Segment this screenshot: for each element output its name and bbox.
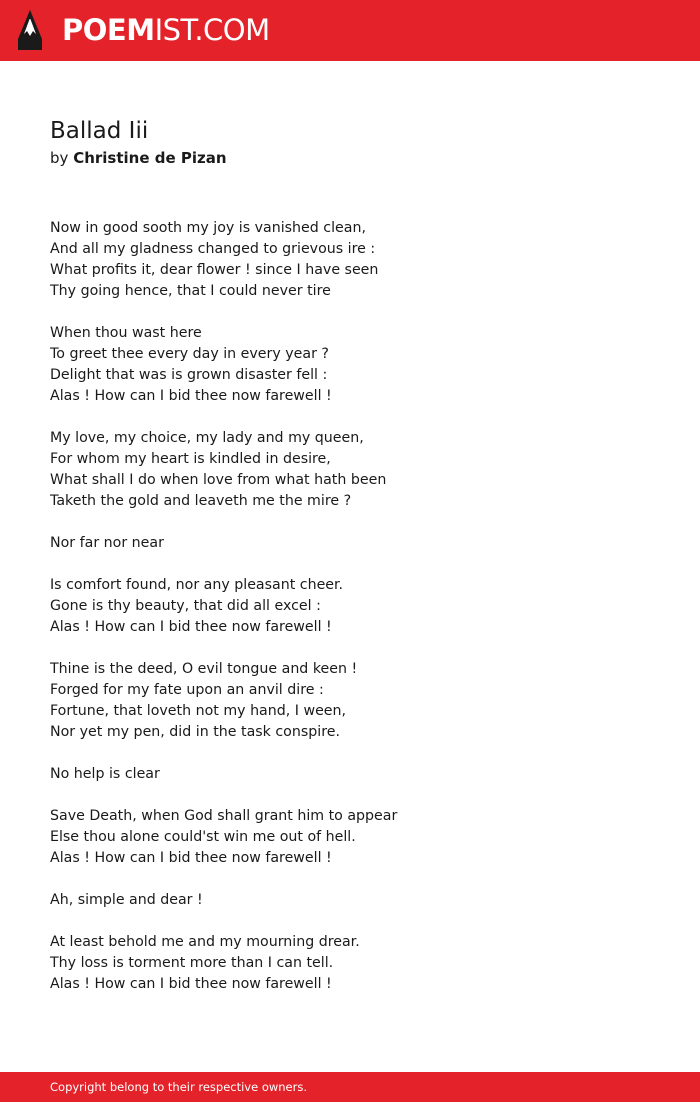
poem-line: To greet thee every day in every year ? bbox=[50, 346, 329, 362]
stanza bbox=[50, 575, 650, 638]
poem-line: Taketh the gold and leaveth me the mire ? bbox=[50, 493, 352, 509]
site-logo[interactable] bbox=[62, 12, 270, 48]
stanza bbox=[50, 533, 650, 554]
author-name[interactable]: Christine de Pizan bbox=[73, 149, 227, 167]
poem-line: Is comfort found, nor any pleasant cheer. bbox=[50, 577, 344, 593]
poem-line: Now in good sooth my joy is vanished clean, bbox=[50, 220, 366, 236]
poem-line: Alas ! How can I bid thee now farewell ! bbox=[50, 619, 332, 635]
logo-text-bold: POEM bbox=[62, 13, 155, 47]
site-footer bbox=[0, 1072, 700, 1102]
poem-line: And all my gladness changed to grievous ire : bbox=[50, 241, 376, 257]
stanza bbox=[50, 659, 650, 743]
poem-line: Gone is thy beauty, that did all excel : bbox=[50, 598, 321, 614]
poem-line: For whom my heart is kindled in desire, bbox=[50, 451, 331, 467]
poem-line: What shall I do when love from what hath been bbox=[50, 472, 387, 488]
stanza bbox=[50, 764, 650, 785]
by-label: by bbox=[50, 149, 69, 167]
poem-line: Nor yet my pen, did in the task conspire. bbox=[50, 724, 340, 740]
poem-line: No help is clear bbox=[50, 766, 160, 782]
poem-line: When thou wast here bbox=[50, 325, 202, 341]
poem-line: Else thou alone could'st win me out of hell. bbox=[50, 829, 356, 845]
pencil-tip-icon[interactable] bbox=[17, 9, 43, 51]
poem-line: Alas ! How can I bid thee now farewell ! bbox=[50, 388, 332, 404]
poem-line: What profits it, dear flower ! since I have seen bbox=[50, 262, 379, 278]
poem-body bbox=[50, 218, 650, 1016]
poem-line: My love, my choice, my lady and my queen, bbox=[50, 430, 364, 446]
stanza bbox=[50, 890, 650, 911]
poem-line: Thy loss is torment more than I can tell. bbox=[50, 955, 334, 971]
stanza bbox=[50, 806, 650, 869]
stanza bbox=[50, 428, 650, 512]
poem-line: Alas ! How can I bid thee now farewell ! bbox=[50, 976, 332, 992]
byline bbox=[50, 148, 227, 168]
stanza bbox=[50, 323, 650, 407]
poem-line: Delight that was is grown disaster fell : bbox=[50, 367, 328, 383]
poem-line: Alas ! How can I bid thee now farewell ! bbox=[50, 850, 332, 866]
poem-line: Save Death, when God shall grant him to appear bbox=[50, 808, 398, 824]
poem-line: Fortune, that loveth not my hand, I ween, bbox=[50, 703, 347, 719]
logo-text-rest: IST.COM bbox=[154, 13, 270, 47]
stanza bbox=[50, 932, 650, 995]
poem-title: Ballad Iii bbox=[50, 118, 149, 144]
poem-line: Thine is the deed, O evil tongue and keen ! bbox=[50, 661, 358, 677]
poem-line: Ah, simple and dear ! bbox=[50, 892, 203, 908]
copyright-text: Copyright belong to their respective owners. bbox=[50, 1080, 308, 1094]
poem-line: Thy going hence, that I could never tire bbox=[50, 283, 331, 299]
stanza bbox=[50, 218, 650, 302]
poem-line: Nor far nor near bbox=[50, 535, 164, 551]
poem-line: At least behold me and my mourning drear. bbox=[50, 934, 360, 950]
site-header bbox=[0, 0, 700, 61]
poem-line: Forged for my fate upon an anvil dire : bbox=[50, 682, 324, 698]
